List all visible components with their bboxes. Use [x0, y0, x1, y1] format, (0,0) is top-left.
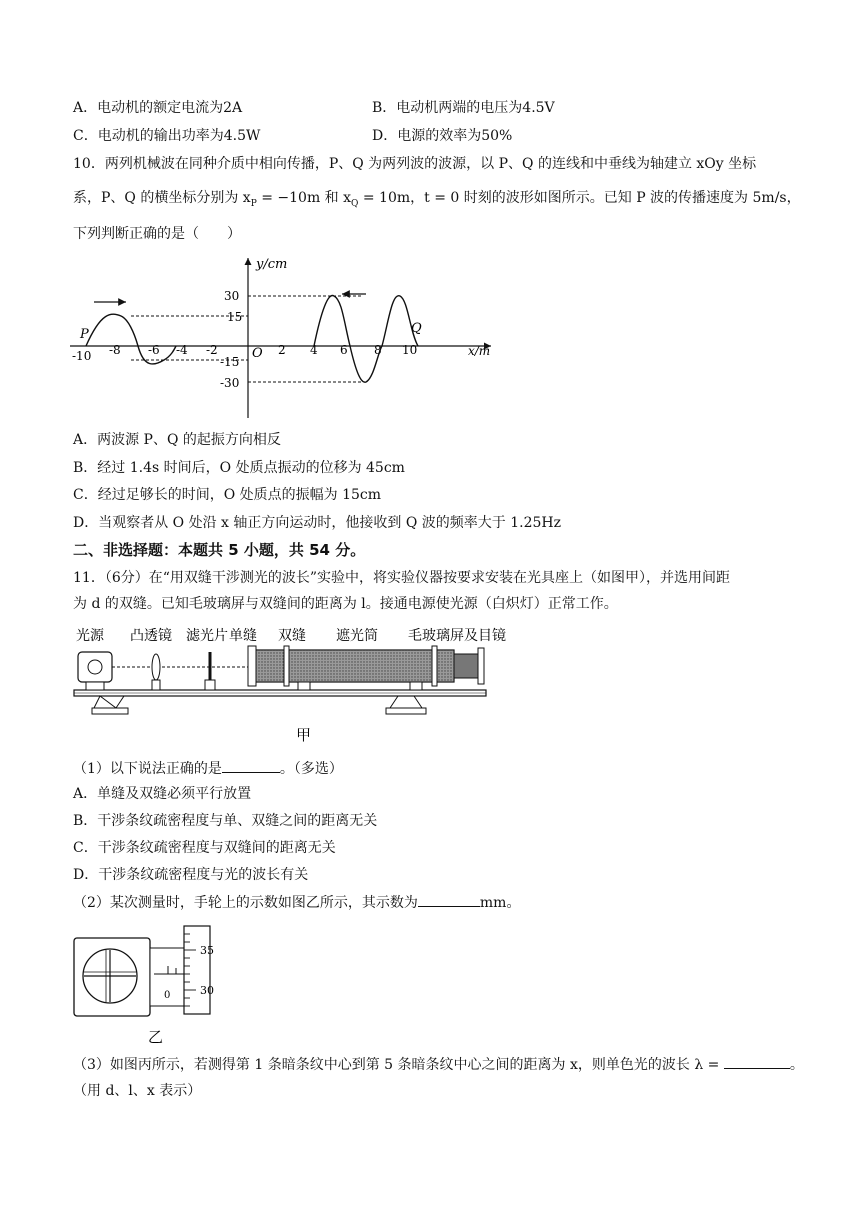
figure-caption-yi: 乙 [148, 1028, 164, 1046]
label-shade-tube: 遮光筒 [336, 628, 378, 644]
screen-eyepiece [454, 654, 480, 678]
q10-option-a: A．两波源 P、Q 的起振方向相反 [73, 432, 281, 448]
xtick-8: 8 [374, 343, 382, 357]
section-title: 二、非选择题：本题共 5 小题，共 54 分。 [73, 541, 366, 559]
label-q: Q [411, 321, 422, 336]
ytick-15: 15 [227, 310, 243, 324]
q11-part3: （3）如图丙所示，若测得第 1 条暗条纹中心到第 5 条暗条纹中心之间的距离为 x，则单色光的波长 λ = 。 [73, 1054, 804, 1075]
q10-option-d: D．当观察者从 O 处沿 x 轴正方向运动时，他接收到 Q 波的频率大于 1.25Hz [73, 515, 561, 531]
xtick-4: 4 [310, 343, 318, 357]
origin-label: O [252, 346, 263, 361]
q9-option-d: D．电源的效率为50% [372, 128, 513, 144]
q10-stem-line3: 下列判断正确的是（ ） [73, 226, 241, 242]
scale-35: 35 [200, 944, 214, 957]
xtick-neg6: -6 [148, 343, 160, 357]
label-convex-lens: 凸透镜 [130, 628, 172, 644]
wave-graph [66, 252, 506, 424]
xtick-2: 2 [278, 343, 286, 357]
thimble [184, 926, 210, 1014]
q11-option-b: B．干涉条纹疏密程度与单、双缝之间的距离无关 [73, 813, 378, 829]
label-screen-eyepiece: 毛玻璃屏及目镜 [408, 628, 506, 644]
y-axis-label: y/cm [256, 257, 288, 272]
label-single-slit: 单缝 [229, 628, 257, 644]
figure-caption-jia: 甲 [296, 726, 312, 744]
xtick-6: 6 [340, 343, 348, 357]
q11-part2: （2）某次测量时，手轮上的示数如图乙所示，其示数为 mm。 [73, 892, 520, 913]
answer-blank-3[interactable] [724, 1054, 790, 1069]
light-source [78, 652, 112, 682]
answer-blank-1[interactable] [222, 758, 280, 773]
convex-lens [152, 654, 160, 680]
xtick-neg4: -4 [176, 343, 188, 357]
x-axis-label: x/m [468, 344, 491, 358]
xtick-neg10: -10 [72, 349, 92, 363]
q10-option-b: B．经过 1.4s 时间后，O 处质点振动的位移为 45cm [73, 460, 405, 476]
p-wave [86, 314, 176, 364]
xtick-10: 10 [402, 343, 418, 357]
label-double-slit: 双缝 [278, 628, 306, 644]
ytick-30: 30 [224, 289, 240, 303]
q11-stem-line1: 11．（6分）在“用双缝干涉测光的波长”实验中，将实验仪器按要求安装在光具座上（如图甲），并选用间距 [73, 570, 731, 586]
label-filter: 滤光片 [186, 628, 228, 644]
xtick-neg2: -2 [206, 343, 218, 357]
q10-stem-line1: 10．两列机械波在同种介质中相向传播，P、Q 为两列波的波源，以 P、Q 的连线和中垂线为轴建立 xOy 坐标 [73, 156, 757, 172]
q11-option-d: D．干涉条纹疏密程度与光的波长有关 [73, 867, 309, 883]
q11-option-c: C．干涉条纹疏密程度与双缝间的距离无关 [73, 840, 336, 856]
scale-0: 0 [164, 990, 171, 1001]
q11-part1: （1）以下说法正确的是 。（多选） [73, 758, 343, 779]
label-light-source: 光源 [76, 628, 104, 644]
micrometer-figure [72, 922, 252, 1046]
ytick-neg15: -15 [220, 355, 240, 369]
q9-option-a: A．电动机的额定电流为2A [73, 100, 243, 116]
label-p: P [80, 327, 89, 342]
q10-stem-line2: 系，P、Q 的横坐标分别为 $x_P = -10m$ 和 $x_Q = 10m$，t = 0 时刻的波形如图所示。已知 P 波的传播速度为 5m/s， [73, 190, 801, 209]
ytick-neg30: -30 [220, 376, 240, 390]
q10-option-c: C．经过足够长的时间，O 处质点的振幅为 15cm [73, 487, 382, 503]
q9-option-b: B．电动机两端的电压为4.5V [372, 100, 555, 116]
scale-30: 30 [200, 984, 214, 997]
q11-stem-line2: 为 d 的双缝。已知毛玻璃屏与双缝间的距离为 l。接通电源使光源（白炽灯）正常工作。 [73, 596, 618, 612]
apparatus-figure [72, 622, 532, 750]
answer-blank-2[interactable] [418, 892, 480, 907]
xtick-neg8: -8 [109, 343, 121, 357]
q11-part3-note: （用 d、l、x 表示） [73, 1083, 202, 1099]
q9-option-c: C．电动机的输出功率为4.5W [73, 128, 261, 144]
q11-option-a: A．单缝及双缝必须平行放置 [73, 786, 252, 802]
q-wave [314, 295, 418, 382]
